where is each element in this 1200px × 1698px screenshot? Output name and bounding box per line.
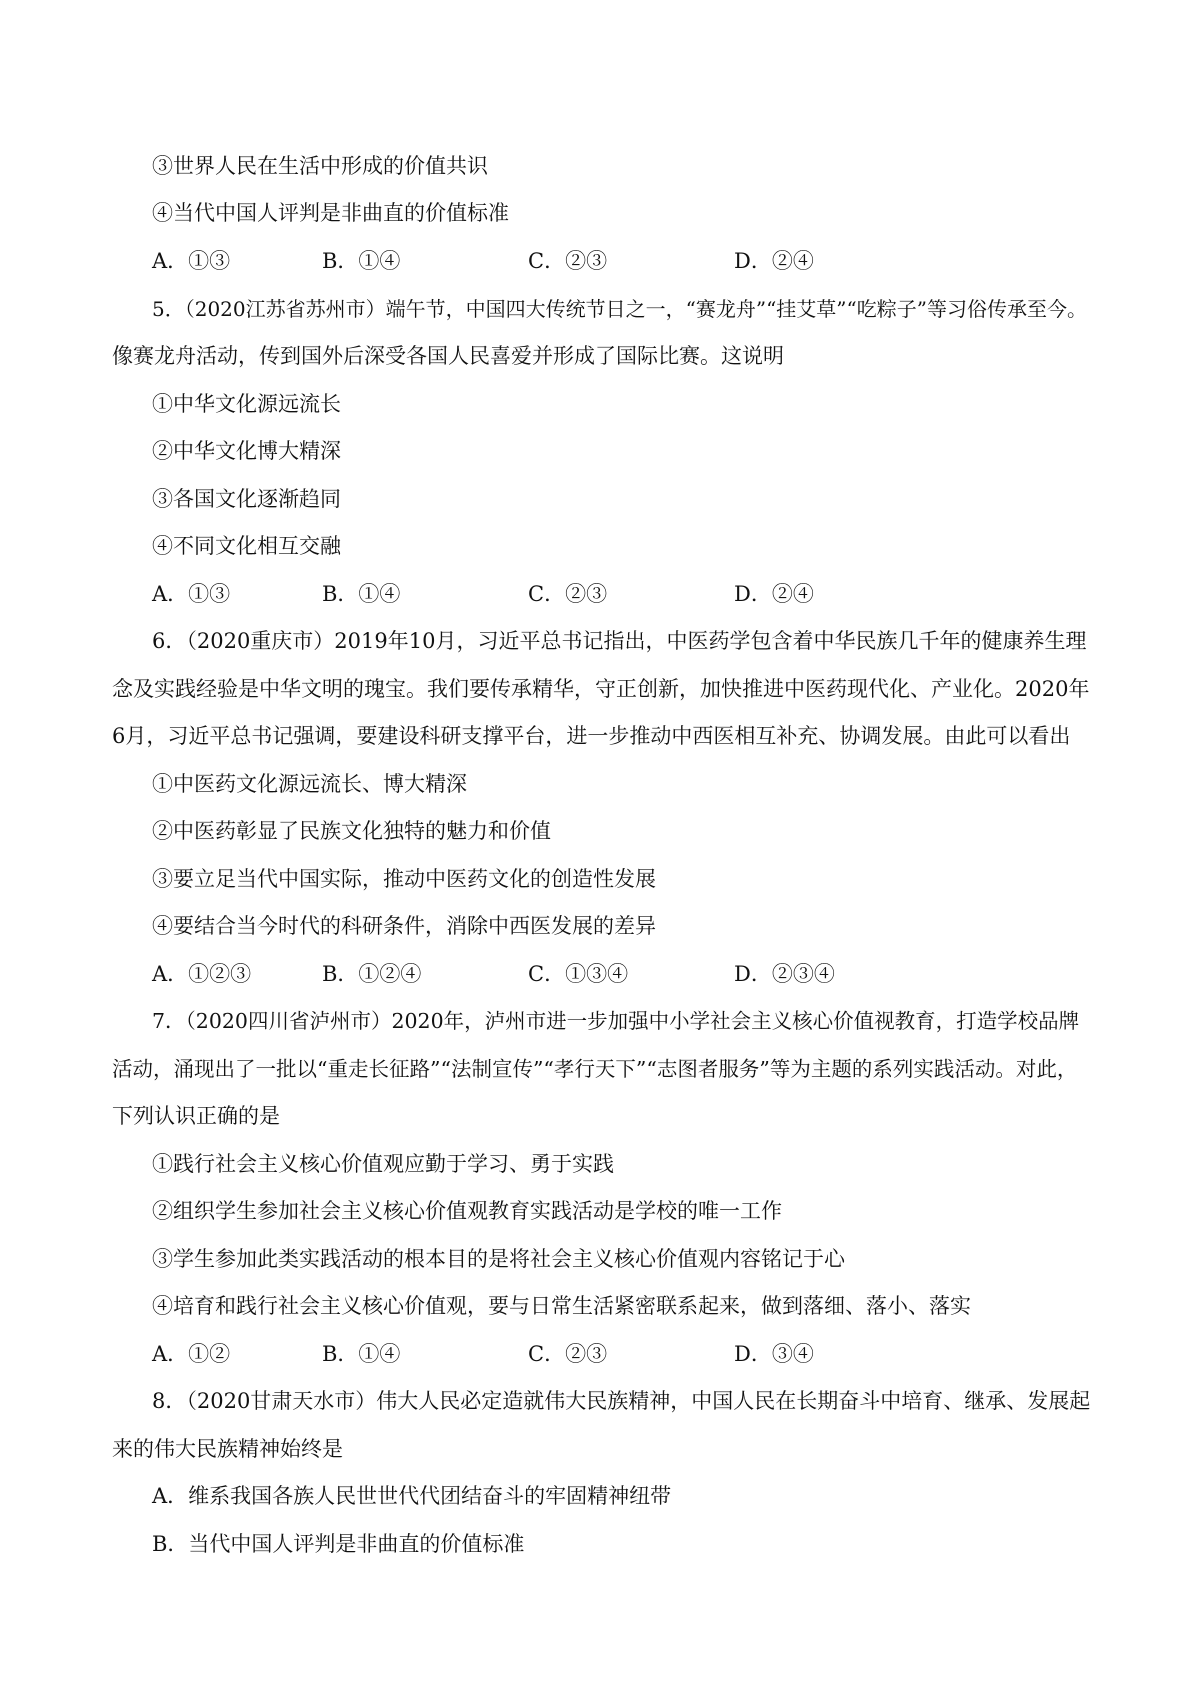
q4-item-3: ③世界人民在生活中形成的价值共识: [152, 154, 488, 178]
q6-stem-line: 念及实践经验是中华文明的瑰宝。我们要传承精华，守正创新，加快推进中医药现代化、产业化。2020年: [112, 677, 1090, 701]
q7-option-c[interactable]: C．②③: [528, 1342, 608, 1366]
q7-item-2: ②组织学生参加社会主义核心价值观教育实践活动是学校的唯一工作: [152, 1199, 782, 1223]
q5-item-2: ②中华文化博大精深: [152, 439, 341, 463]
q6-stem-line: 6月，习近平总书记强调，要建设科研支撑平台，进一步推动中西医相互补充、协调发展。由此可以看出: [112, 724, 1071, 748]
q4-option-a[interactable]: A．①③: [152, 249, 231, 273]
q7-stem-line: 7．（2020四川省泸州市）2020年，泸州市进一步加强中小学社会主义核心价值视教育，打造学校品牌: [152, 1009, 1080, 1033]
q5-option-d[interactable]: D．②④: [734, 582, 814, 606]
q6-item-3: ③要立足当代中国实际，推动中医药文化的创造性发展: [152, 867, 656, 891]
q7-item-1: ①践行社会主义核心价值观应勤于学习、勇于实践: [152, 1152, 614, 1176]
q8-option-a[interactable]: A．维系我国各族人民世世代代团结奋斗的牢固精神纽带: [152, 1484, 672, 1508]
q6-item-4: ④要结合当今时代的科研条件，消除中西医发展的差异: [152, 914, 656, 938]
q6-item-2: ②中医药彰显了民族文化独特的魅力和价值: [152, 819, 551, 843]
q5-option-b[interactable]: B．①④: [322, 582, 401, 606]
q5-stem-line: 像赛龙舟活动，传到国外后深受各国人民喜爱并形成了国际比赛。这说明: [112, 344, 784, 368]
q8-option-b[interactable]: B．当代中国人评判是非曲直的价值标准: [152, 1532, 525, 1556]
q8-stem-line: 来的伟大民族精神始终是: [112, 1437, 343, 1461]
q5-option-a[interactable]: A．①③: [152, 582, 231, 606]
q7-stem-line: 下列认识正确的是: [112, 1104, 280, 1128]
q6-stem-line: 6．（2020重庆市）2019年10月，习近平总书记指出，中医药学包含着中华民族几千年的健康养生理: [152, 629, 1087, 653]
q7-option-d[interactable]: D．③④: [734, 1342, 814, 1366]
q5-item-4: ④不同文化相互交融: [152, 534, 341, 558]
q6-option-c[interactable]: C．①③④: [528, 962, 629, 986]
q4-option-b[interactable]: B．①④: [322, 249, 401, 273]
q4-option-d[interactable]: D．②④: [734, 249, 814, 273]
q7-option-a[interactable]: A．①②: [152, 1342, 231, 1366]
q7-item-3: ③学生参加此类实践活动的根本目的是将社会主义核心价值观内容铭记于心: [152, 1247, 845, 1271]
q4-item-4: ④当代中国人评判是非曲直的价值标准: [152, 201, 509, 225]
q7-option-b[interactable]: B．①④: [322, 1342, 401, 1366]
q6-option-d[interactable]: D．②③④: [734, 962, 835, 986]
q5-item-1: ①中华文化源远流长: [152, 392, 341, 416]
q5-item-3: ③各国文化逐渐趋同: [152, 487, 341, 511]
q5-option-c[interactable]: C．②③: [528, 582, 608, 606]
q6-item-1: ①中医药文化源远流长、博大精深: [152, 772, 467, 796]
q6-option-a[interactable]: A．①②③: [152, 962, 252, 986]
q7-stem-line: 活动，涌现出了一批以“重走长征路”“法制宣传”“孝行天下”“志图者服务”等为主题的系列实践活动。对此，: [112, 1057, 1078, 1081]
q4-option-c[interactable]: C．②③: [528, 249, 608, 273]
q7-item-4: ④培育和践行社会主义核心价值观，要与日常生活紧密联系起来，做到落细、落小、落实: [152, 1294, 971, 1318]
q8-stem-line: 8．（2020甘肃天水市）伟大人民必定造就伟大民族精神，中国人民在长期奋斗中培育、继承、发展起: [152, 1389, 1091, 1413]
q5-stem-line: 5．（2020江苏省苏州市）端午节，中国四大传统节日之一，“赛龙舟”“挂艾草”“吃粽子”等习俗传承至今。: [152, 297, 1087, 321]
q6-option-b[interactable]: B．①②④: [322, 962, 422, 986]
